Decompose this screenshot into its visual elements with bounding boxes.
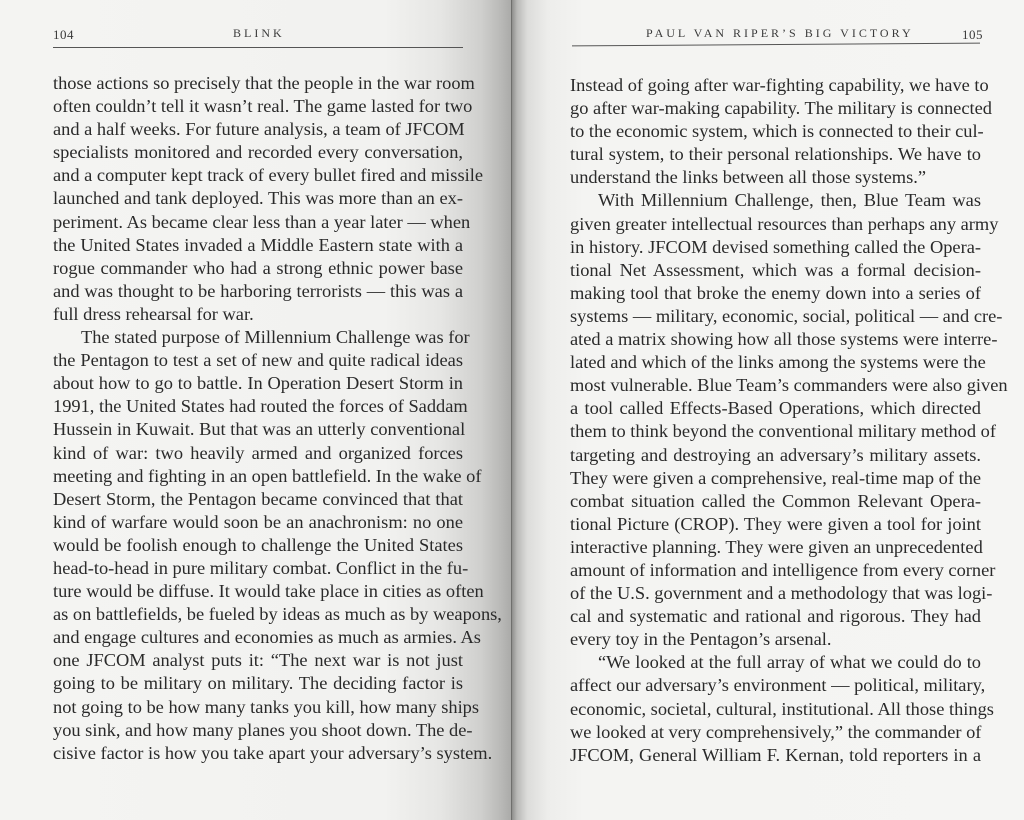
text-line: Instead of going after war-fighting capability, we have to (570, 75, 989, 95)
text-line: going to be military on military. The deciding factor is (53, 673, 463, 694)
text-line: periment. As became clear less than a year later — when (53, 211, 471, 232)
text-line: combat situation called the Common Relevant Opera- (570, 490, 981, 511)
text-line: rogue commander who had a strong ethnic power base (53, 257, 463, 278)
text-line: and engage cultures and economies as much as armies. As (53, 627, 481, 648)
text-line: given greater intellectual resources than perhaps any army (570, 213, 999, 234)
text-line: affect our adversary’s environment — political, military, (570, 675, 986, 696)
text-line: about how to go to battle. In Operation Desert Storm in (53, 373, 463, 394)
text-line: cal and systematic and rational and rigorous. They had (570, 606, 981, 627)
text-line: you sink, and how many planes you shoot down. The de- (53, 719, 473, 740)
text-line: making tool that broke the enemy down into a series of (570, 282, 981, 303)
text-line: 1991, the United States had routed the forces of Saddam (53, 396, 468, 417)
text-line: and a computer kept track of every bullet fired and missile (53, 165, 483, 186)
text-line: The stated purpose of Millennium Challenge was for (81, 327, 470, 348)
text-line: every toy in the Pentagon’s arsenal. (570, 629, 832, 650)
text-line: them to think beyond the conventional military method of (570, 421, 996, 442)
text-line: the United States invaded a Middle Eastern state with a (53, 234, 463, 255)
text-line: often couldn’t tell it wasn’t real. The game lasted for two (53, 96, 473, 117)
text-line: in history. JFCOM devised something called the Opera- (570, 236, 981, 257)
text-line: Desert Storm, the Pentagon became convinced that that (53, 488, 463, 509)
text-line: meeting and fighting in an open battlefield. In the wake of (53, 465, 482, 486)
text-line: With Millennium Challenge, then, Blue Team was (598, 190, 981, 211)
right-page (512, 0, 1024, 820)
text-line: amount of information and intelligence from every corner (570, 559, 996, 580)
page-number: 105 (962, 27, 983, 42)
text-line: to the economic system, which is connected to their cul- (570, 121, 984, 142)
text-line: a tool called Effects-Based Operations, which directed (570, 398, 981, 419)
text-line: specialists monitored and recorded every conversation, (53, 142, 463, 163)
text-line: Hussein in Kuwait. But that was an utterly conventional (53, 419, 466, 440)
text-line: one JFCOM analyst puts it: “The next war is not just (53, 650, 463, 671)
text-line: JFCOM, General William F. Kernan, told reporters in a (570, 744, 981, 765)
text-line: the Pentagon to test a set of new and quite radical ideas (53, 350, 463, 371)
text-line: and was thought to be harboring terrorists — this was a (53, 280, 463, 301)
header-rule (572, 43, 980, 47)
text-line: kind of war: two heavily armed and organized forces (53, 442, 463, 463)
header-rule (53, 47, 463, 48)
text-line: kind of warfare would soon be an anachronism: no one (53, 511, 463, 532)
text-line: ture would be diffuse. It would take place in cities as often (53, 581, 484, 602)
text-line: not going to be how many tanks you kill, how many ships (53, 696, 480, 717)
text-line: we looked at very comprehensively,” the commander of (570, 721, 982, 742)
text-line: They were given a comprehensive, real-time map of the (570, 467, 982, 488)
text-line: tural system, to their personal relationships. We have to (570, 144, 981, 165)
text-line: as on battlefields, be fueled by ideas as much as by weapons, (53, 604, 502, 625)
body-text (53, 72, 502, 765)
text-line: launched and tank deployed. This was more than an ex- (53, 188, 463, 209)
text-line: and a half weeks. For future analysis, a team of JFCOM (53, 119, 465, 140)
text-line: of the U.S. government and a methodology that was logi- (570, 583, 993, 604)
text-line: full dress rehearsal for war. (53, 303, 254, 324)
body-text (570, 74, 1008, 767)
text-line: go after war-making capability. The military is connected (570, 98, 992, 119)
text-line: systems — military, economic, social, political — and cre- (570, 305, 1003, 326)
text-line: ated a matrix showing how all those systems were interre- (570, 329, 998, 350)
text-line: lated and which of the links among the systems were the (570, 352, 986, 373)
text-line: understand the links between all those systems.” (570, 167, 926, 188)
running-head-chapter-title: PAUL VAN RIPER’S BIG VICTORY (646, 26, 914, 40)
text-line: head-to-head in pure military combat. Conflict in the fu- (53, 557, 469, 578)
text-line: cisive factor is how you take apart your adversary’s system. (53, 742, 493, 763)
text-line: interactive planning. They were given an unprecedented (570, 536, 983, 557)
text-line: most vulnerable. Blue Team’s commanders were also given (570, 375, 1008, 396)
text-line: targeting and destroying an adversary’s military assets. (570, 444, 981, 465)
text-line: tional Net Assessment, which was a formal decision- (570, 259, 981, 280)
text-line: “We looked at the full array of what we could do to (598, 652, 981, 673)
text-line: would be foolish enough to challenge the United States (53, 534, 463, 555)
page-number: 104 (53, 27, 74, 42)
text-line: economic, societal, cultural, institutional. All those things (570, 698, 994, 719)
text-line: those actions so precisely that the people in the war room (53, 73, 475, 93)
text-line: tional Picture (CROP). They were given a tool for joint (570, 513, 981, 534)
running-head-book-title: BLINK (233, 26, 285, 40)
